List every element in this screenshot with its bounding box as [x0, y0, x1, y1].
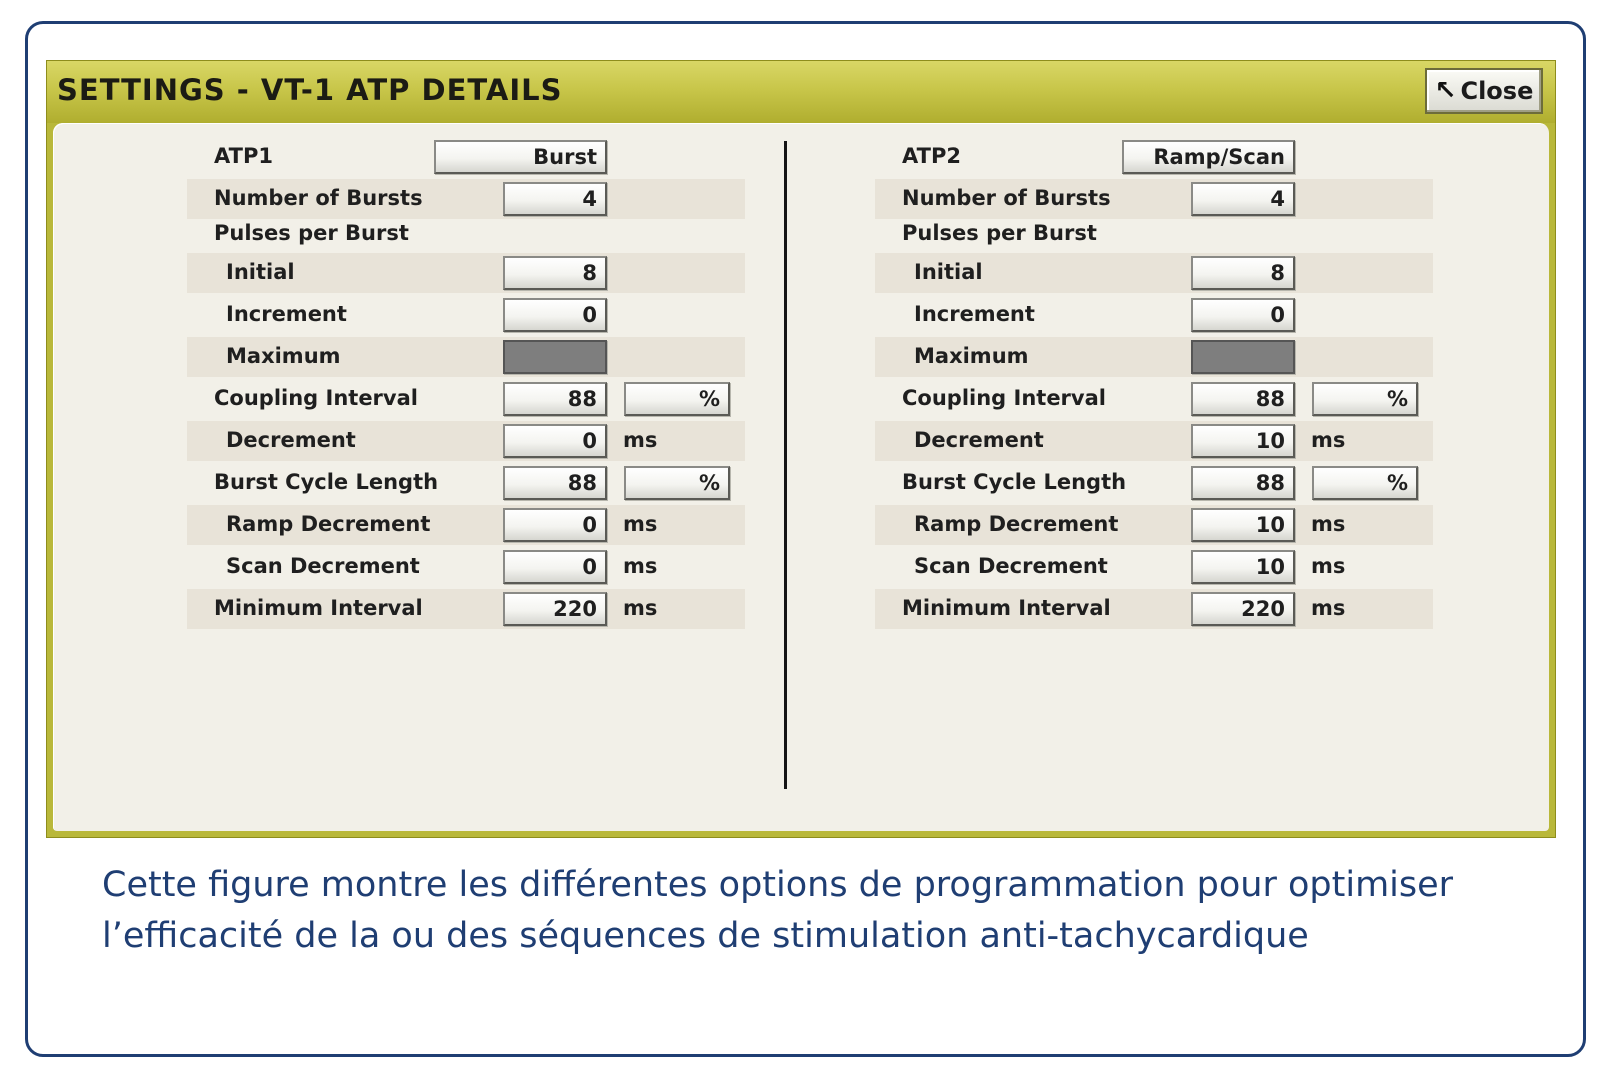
- atp1-minimum-interval-unit: ms: [623, 596, 658, 620]
- atp1-initial-field[interactable]: 8: [503, 256, 607, 290]
- increment-label: Increment: [226, 302, 347, 326]
- atp2-initial-field[interactable]: 8: [1191, 256, 1295, 290]
- initial-label: Initial: [226, 260, 295, 284]
- settings-panel: [53, 123, 1549, 831]
- atp1-mode-select[interactable]: Burst: [434, 140, 607, 174]
- close-label: Close: [1460, 77, 1534, 105]
- atp2-decrement-unit: ms: [1311, 428, 1346, 452]
- atp2-number-of-bursts-row: [875, 179, 1433, 219]
- atp1-coupling-interval-row: [187, 379, 745, 419]
- atp1-ramp-decrement-unit: ms: [623, 512, 658, 536]
- atp1-minimum-interval-field[interactable]: 220: [503, 592, 607, 626]
- atp2-initial-row: [875, 253, 1433, 293]
- atp2-label: ATP2: [902, 144, 961, 168]
- atp2-maximum-row: [875, 337, 1433, 377]
- atp2-burst-cycle-length-unit-select[interactable]: %: [1312, 466, 1418, 500]
- decrement-label: Decrement: [914, 428, 1044, 452]
- increment-label: Increment: [914, 302, 1035, 326]
- atp1-label: ATP1: [214, 144, 273, 168]
- atp1-maximum-field: [503, 340, 607, 374]
- atp2-burst-cycle-length-row: [875, 463, 1433, 503]
- maximum-label: Maximum: [914, 344, 1029, 368]
- atp2-minimum-interval-field[interactable]: 220: [1191, 592, 1295, 626]
- atp2-pulses-per-burst-row: [875, 217, 1433, 251]
- atp2-scan-decrement-field[interactable]: 10: [1191, 550, 1295, 584]
- burst-cycle-length-label: Burst Cycle Length: [214, 470, 439, 494]
- initial-label: Initial: [914, 260, 983, 284]
- atp1-decrement-row: [187, 421, 745, 461]
- atp1-initial-row: [187, 253, 745, 293]
- atp1-mode-row: [187, 137, 745, 177]
- atp2-mode-select[interactable]: Ramp/Scan: [1122, 140, 1295, 174]
- atp2-scan-decrement-row: [875, 547, 1433, 587]
- atp1-coupling-interval-field[interactable]: 88: [503, 382, 607, 416]
- settings-window: [46, 60, 1556, 838]
- column-divider: [784, 141, 787, 789]
- atp2-increment-field[interactable]: 0: [1191, 298, 1295, 332]
- minimum-interval-label: Minimum Interval: [902, 596, 1111, 620]
- atp1-ramp-decrement-field[interactable]: 0: [503, 508, 607, 542]
- atp2-coupling-interval-unit-select[interactable]: %: [1312, 382, 1418, 416]
- atp1-decrement-field[interactable]: 0: [503, 424, 607, 458]
- title-bar: [47, 61, 1555, 123]
- atp2-minimum-interval-row: [875, 589, 1433, 629]
- atp2-decrement-field[interactable]: 10: [1191, 424, 1295, 458]
- atp1-increment-row: [187, 295, 745, 335]
- atp1-burst-cycle-length-row: [187, 463, 745, 503]
- maximum-label: Maximum: [226, 344, 341, 368]
- window-title: SETTINGS - VT-1 ATP DETAILS: [57, 73, 563, 107]
- decrement-label: Decrement: [226, 428, 356, 452]
- atp2-coupling-interval-row: [875, 379, 1433, 419]
- atp2-scan-decrement-unit: ms: [1311, 554, 1346, 578]
- figure-caption: Cette figure montre les différentes options de programmation pour optimiser l’efficacité de la ou des séquences de stimulation anti-tachycardique: [102, 865, 1454, 956]
- atp1-burst-cycle-length-field[interactable]: 88: [503, 466, 607, 500]
- coupling-interval-label: Coupling Interval: [902, 386, 1106, 410]
- atp1-scan-decrement-unit: ms: [623, 554, 658, 578]
- atp2-burst-cycle-length-field[interactable]: 88: [1191, 466, 1295, 500]
- atp1-decrement-unit: ms: [623, 428, 658, 452]
- scan-decrement-label: Scan Decrement: [914, 554, 1108, 578]
- atp2-ramp-decrement-unit: ms: [1311, 512, 1346, 536]
- atp2-number-of-bursts-field[interactable]: 4: [1191, 182, 1295, 216]
- atp1-scan-decrement-row: [187, 547, 745, 587]
- atp1-scan-decrement-field[interactable]: 0: [503, 550, 607, 584]
- close-button[interactable]: [1425, 68, 1543, 114]
- number-of-bursts-label: Number of Bursts: [214, 186, 423, 210]
- atp2-maximum-field: [1191, 340, 1295, 374]
- atp2-mode-row: [875, 137, 1433, 177]
- atp1-maximum-row: [187, 337, 745, 377]
- ramp-decrement-label: Ramp Decrement: [226, 512, 431, 536]
- pulses-per-burst-label: Pulses per Burst: [214, 221, 409, 245]
- ramp-decrement-label: Ramp Decrement: [914, 512, 1119, 536]
- atp1-coupling-interval-unit-select[interactable]: %: [624, 382, 730, 416]
- atp2-coupling-interval-field[interactable]: 88: [1191, 382, 1295, 416]
- minimum-interval-label: Minimum Interval: [214, 596, 423, 620]
- scan-decrement-label: Scan Decrement: [226, 554, 420, 578]
- atp1-number-of-bursts-row: [187, 179, 745, 219]
- burst-cycle-length-label: Burst Cycle Length: [902, 470, 1127, 494]
- atp2-decrement-row: [875, 421, 1433, 461]
- atp1-minimum-interval-row: [187, 589, 745, 629]
- atp2-increment-row: [875, 295, 1433, 335]
- atp1-burst-cycle-length-unit-select[interactable]: %: [624, 466, 730, 500]
- atp2-minimum-interval-unit: ms: [1311, 596, 1346, 620]
- atp1-number-of-bursts-field[interactable]: 4: [503, 182, 607, 216]
- arrow-up-left-icon: ↖: [1434, 76, 1457, 106]
- atp1-increment-field[interactable]: 0: [503, 298, 607, 332]
- atp2-ramp-decrement-field[interactable]: 10: [1191, 508, 1295, 542]
- atp1-ramp-decrement-row: [187, 505, 745, 545]
- number-of-bursts-label: Number of Bursts: [902, 186, 1111, 210]
- atp2-ramp-decrement-row: [875, 505, 1433, 545]
- coupling-interval-label: Coupling Interval: [214, 386, 418, 410]
- atp1-pulses-per-burst-row: [187, 217, 745, 251]
- pulses-per-burst-label: Pulses per Burst: [902, 221, 1097, 245]
